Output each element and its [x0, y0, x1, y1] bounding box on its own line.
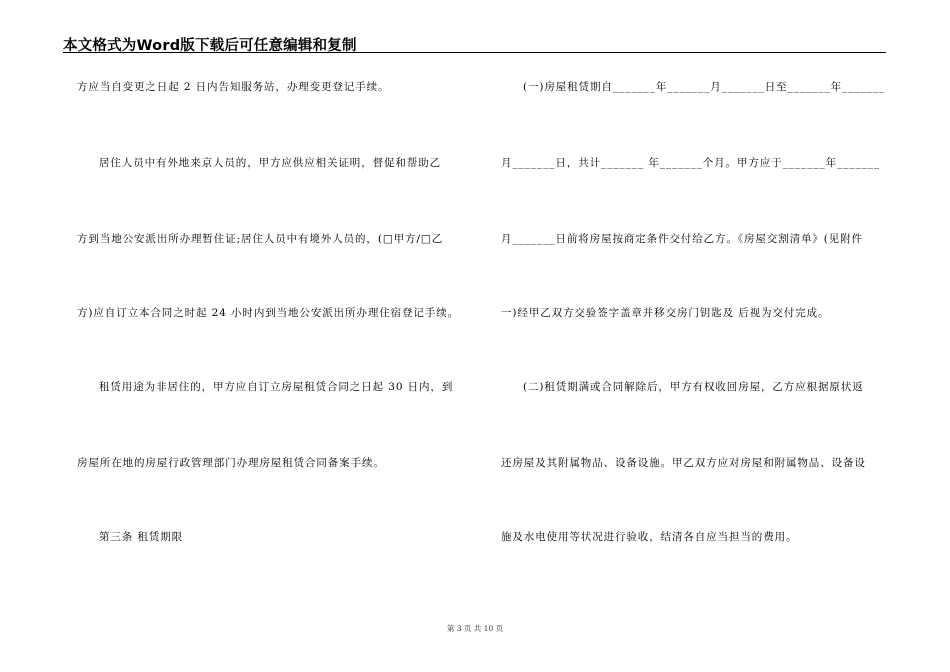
right-paragraph-line: 月_______日前将房屋按商定条件交付给乙方。《房屋交割清单》(见附件 [501, 233, 863, 245]
header-divider [63, 52, 886, 53]
right-paragraph-line: 月_______日，共计_______ 年_______个月。甲方应于_______年_______ [501, 157, 881, 169]
right-paragraph-line: 还房屋及其附属物品、设备设施。甲乙双方应对房屋和附属物品、设备设 [501, 457, 866, 469]
right-paragraph-line: 一)经甲乙双方交验签字盖章并移交房门钥匙及 后视为交付完成。 [501, 307, 830, 319]
left-paragraph-line: 方应当自变更之日起 2 日内告知服务站，办理变更登记手续。 [77, 81, 390, 93]
left-paragraph-line: 方)应自订立本合同之时起 24 小时内到当地公安派出所办理住宿登记手续。 [77, 307, 460, 319]
page-number-footer: 第 3 页 共 10 页 [446, 624, 504, 633]
left-paragraph-line: 方到当地公安派出所办理暂住证;居住人员中有境外人员的，(□甲方/□乙 [77, 233, 444, 245]
document-header-title: 本文格式为Word版下载后可任意编辑和复制 [63, 38, 357, 54]
left-paragraph-line: 房屋所在地的房屋行政管理部门办理房屋租赁合同备案手续。 [77, 457, 385, 469]
right-paragraph-line: (二)租赁期满或合同解除后，甲方有权收回房屋，乙方应根据原状返 [523, 381, 864, 393]
section-heading: 第三条 租赁期限 [99, 531, 184, 543]
right-paragraph-line: 施及水电使用等状况进行验收，结清各自应当担当的费用。 [501, 531, 798, 543]
right-paragraph-line: (一)房屋租赁期自_______年_______月_______日至_______年_______ [523, 81, 886, 93]
left-paragraph-line: 居住人员中有外地来京人员的，甲方应供应相关证明，督促和帮助乙 [99, 157, 441, 169]
left-paragraph-line: 租赁用途为非居住的，甲方应自订立房屋租赁合同之日起 30 日内，到 [99, 381, 454, 393]
